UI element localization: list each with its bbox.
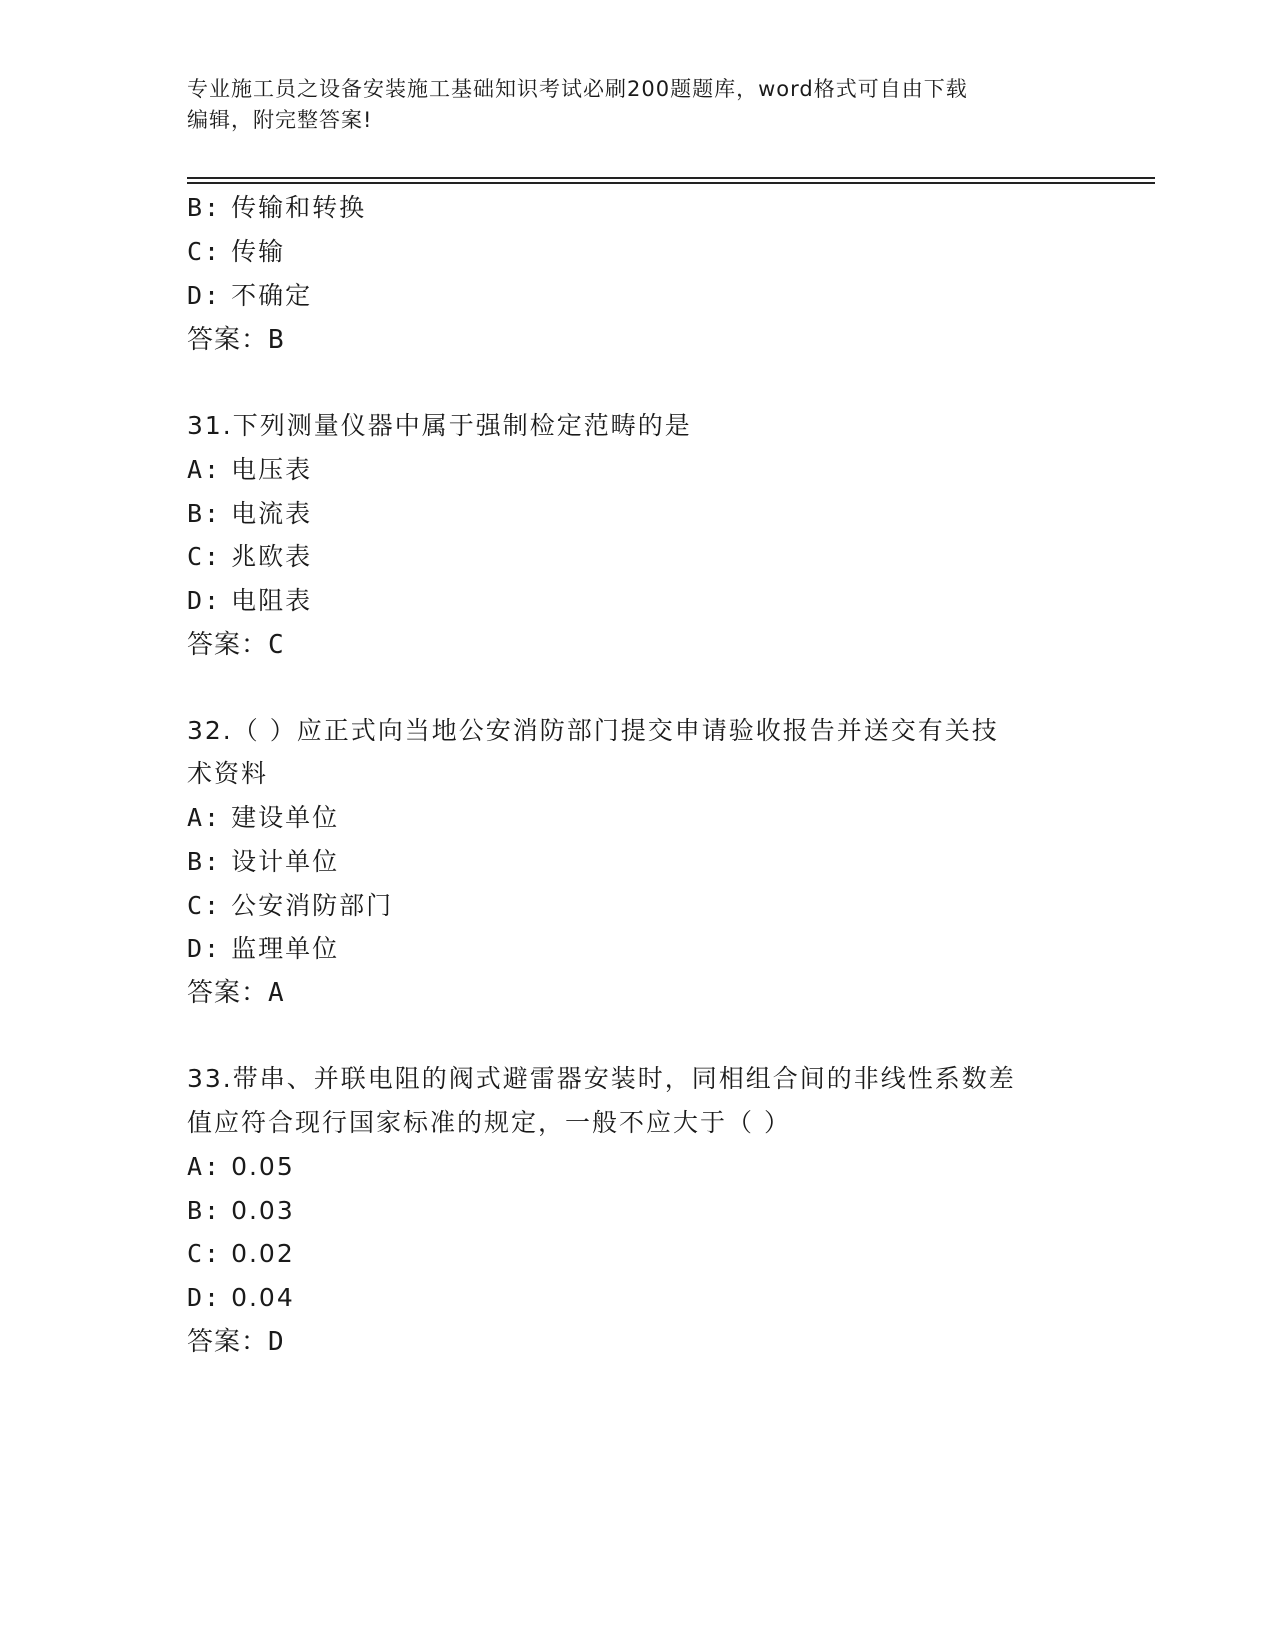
question-32-text-cont: 术资料: [187, 759, 269, 788]
option-c: C: 兆欧表: [187, 542, 313, 571]
question-33-text-cont: 值应符合现行国家标准的规定，一般不应大于（ ）: [187, 1108, 791, 1137]
answer-line: 答案：B: [187, 325, 285, 355]
header-rule: [187, 182, 1155, 184]
option-c: C: 0.02: [187, 1239, 295, 1268]
option-a: A: 0.05: [187, 1152, 295, 1181]
option-d: D: 0.04: [187, 1283, 295, 1312]
option-c: C: 传输: [187, 237, 286, 266]
question-32-text: 32.（ ）应正式向当地公安消防部门提交申请验收报告并送交有关技: [187, 716, 999, 745]
answer-line: 答案：A: [187, 978, 285, 1008]
option-b: B: 电流表: [187, 499, 313, 528]
option-c: C: 公安消防部门: [187, 891, 394, 920]
option-d: D: 电阻表: [187, 586, 313, 615]
question-33-text: 33.带串、并联电阻的阀式避雷器安装时，同相组合间的非线性系数差: [187, 1064, 1016, 1093]
option-b: B: 0.03: [187, 1196, 295, 1225]
option-a: A: 建设单位: [187, 803, 340, 832]
answer-line: 答案：D: [187, 1327, 285, 1357]
answer-line: 答案：C: [187, 630, 285, 660]
header-rule: [187, 177, 1155, 179]
header-line-1: 专业施工员之设备安装施工基础知识考试必刷200题题库，word格式可自由下载: [187, 77, 968, 101]
option-d: D: 监理单位: [187, 934, 340, 963]
option-d: D: 不确定: [187, 281, 313, 310]
option-b: B: 传输和转换: [187, 193, 367, 222]
document-header: [187, 74, 1087, 136]
header-line-2: 编辑，附完整答案!: [187, 108, 373, 132]
question-31-text: 31.下列测量仪器中属于强制检定范畴的是: [187, 411, 692, 440]
option-a: A: 电压表: [187, 455, 313, 484]
option-b: B: 设计单位: [187, 847, 340, 876]
